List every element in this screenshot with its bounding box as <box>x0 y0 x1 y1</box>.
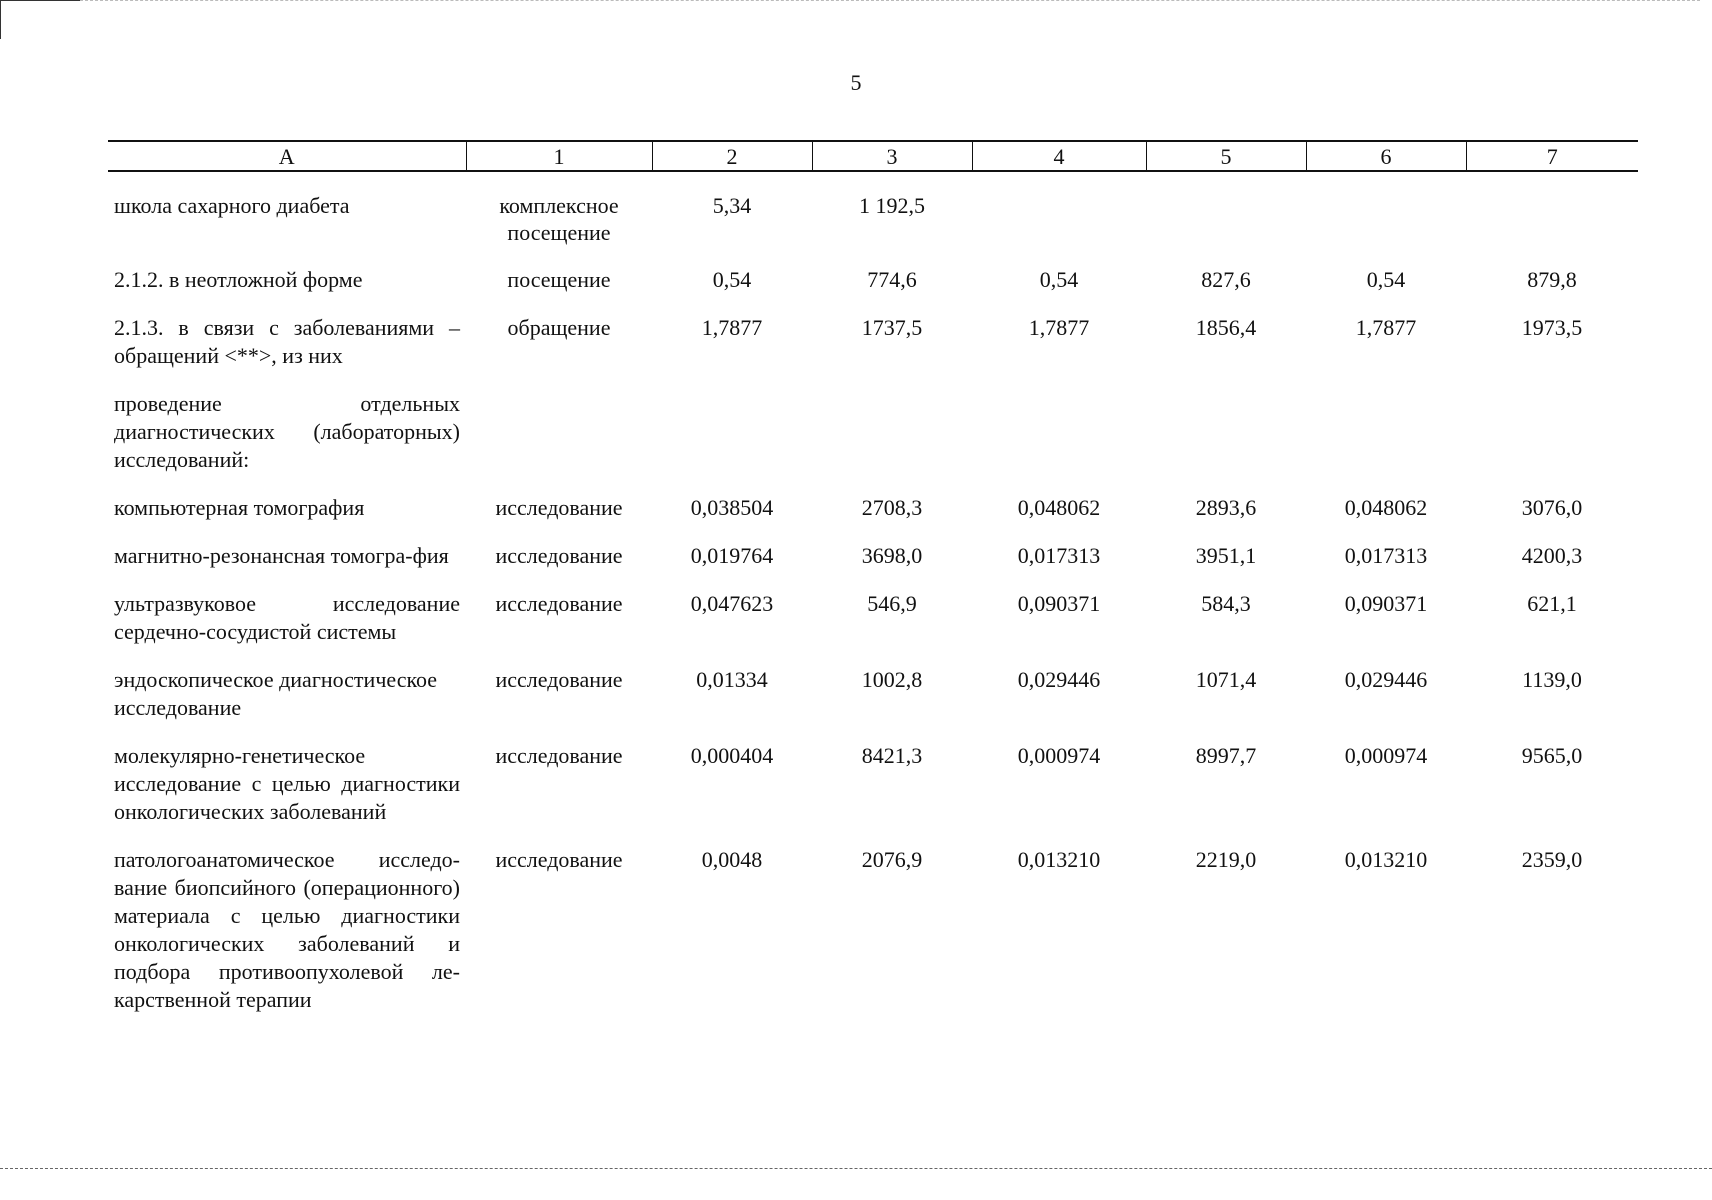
row-label: ультразвуковое исследование сердечно-сосудистой системы <box>114 591 460 644</box>
row-value-4: 0,54 <box>1039 267 1079 292</box>
row-value-5: 2219,0 <box>1195 847 1257 872</box>
row-value-6: 0,54 <box>1366 267 1406 292</box>
table-body <box>108 171 1638 1014</box>
row-value-6: 1,7877 <box>1355 315 1417 340</box>
row-value-3 <box>812 390 972 474</box>
row-value-5 <box>1146 390 1306 474</box>
row-value-4 <box>972 390 1146 474</box>
header-cell: А <box>108 141 466 171</box>
table-row <box>108 314 1638 370</box>
row-value-7 <box>1466 390 1638 474</box>
table-row <box>108 494 1638 522</box>
row-label: молекулярно-генетическое исследование с целью диагностики онкологических заболеваний <box>114 743 460 824</box>
scan-border-bottom <box>0 1168 1712 1171</box>
row-value-2: 0,038504 <box>690 495 774 520</box>
row-value-3: 546,9 <box>867 591 917 616</box>
row-unit: исследование <box>495 591 623 616</box>
header-cell: 7 <box>1466 141 1638 171</box>
row-label: магнитно-резонансная томогра-фия <box>114 543 449 568</box>
row-value-4: 0,029446 <box>1017 667 1101 692</box>
row-unit: исследование <box>495 743 623 768</box>
row-label: компьютерная томография <box>114 495 365 520</box>
row-value-7: 621,1 <box>1527 591 1577 616</box>
row-value-6: 0,090371 <box>1344 591 1428 616</box>
row-unit: исследование <box>495 543 623 568</box>
row-value-2: 0,0048 <box>701 847 763 872</box>
table-row <box>108 542 1638 570</box>
row-unit: обращение <box>507 315 611 340</box>
row-value-3: 2708,3 <box>861 495 923 520</box>
row-value-2: 0,54 <box>712 267 752 292</box>
header-cell: 4 <box>972 141 1146 171</box>
row-unit <box>466 390 652 474</box>
row-value-5: 1856,4 <box>1195 315 1257 340</box>
row-value-2 <box>652 390 812 474</box>
row-value-2: 0,047623 <box>690 591 774 616</box>
row-value-5 <box>1146 192 1306 246</box>
table-row <box>108 192 1638 246</box>
row-label: проведение отдельных диагностических (лабораторных) исследований: <box>114 391 460 472</box>
row-value-6 <box>1306 192 1466 246</box>
row-value-3: 1002,8 <box>861 667 923 692</box>
row-value-4: 0,000974 <box>1017 743 1101 768</box>
row-value-7: 2359,0 <box>1521 847 1583 872</box>
row-value-3: 1737,5 <box>861 315 923 340</box>
row-value-7: 3076,0 <box>1521 495 1583 520</box>
row-value-6: 0,029446 <box>1344 667 1428 692</box>
row-value-2: 0,019764 <box>690 543 774 568</box>
row-value-5: 827,6 <box>1201 267 1251 292</box>
row-value-6: 0,017313 <box>1344 543 1428 568</box>
row-value-4: 0,090371 <box>1017 591 1101 616</box>
row-value-7: 1973,5 <box>1521 315 1583 340</box>
row-value-6: 0,048062 <box>1344 495 1428 520</box>
table-row <box>108 666 1638 722</box>
header-row <box>108 141 1638 171</box>
row-value-4: 0,013210 <box>1017 847 1101 872</box>
row-value-7: 9565,0 <box>1521 743 1583 768</box>
row-value-6: 0,000974 <box>1344 743 1428 768</box>
row-value-3: 774,6 <box>867 267 917 292</box>
row-label: патологоанатомическое исследо-вание биопсийного (операционного) материала с целью диагностики онкологических заболеваний и подбора противоопухолевой ле-карственной терапии <box>114 847 460 1012</box>
row-label: школа сахарного диабета <box>114 193 350 218</box>
row-label: 2.1.2. в неотложной форме <box>114 267 363 292</box>
row-value-2: 5,34 <box>712 193 752 218</box>
row-label: 2.1.3. в связи с заболеваниями – обращений <**>, из них <box>114 315 460 368</box>
table-row <box>108 742 1638 826</box>
header-cell: 3 <box>812 141 972 171</box>
data-table <box>108 140 1638 1014</box>
row-value-6 <box>1306 390 1466 474</box>
table-header <box>108 141 1638 171</box>
row-value-3: 1 192,5 <box>859 193 925 218</box>
scan-border-top <box>80 0 1700 3</box>
row-value-2: 0,000404 <box>690 743 774 768</box>
header-cell: 6 <box>1306 141 1466 171</box>
row-unit: посещение <box>507 267 611 292</box>
row-value-4: 0,017313 <box>1017 543 1101 568</box>
table-row <box>108 266 1638 294</box>
header-cell: 5 <box>1146 141 1306 171</box>
row-unit: исследование <box>495 495 623 520</box>
page-number: 5 <box>850 70 862 95</box>
table-row <box>108 390 1638 474</box>
row-value-4: 0,048062 <box>1017 495 1101 520</box>
row-value-3: 2076,9 <box>861 847 923 872</box>
row-unit: исследование <box>495 847 623 872</box>
row-value-7: 879,8 <box>1527 267 1577 292</box>
row-value-5: 2893,6 <box>1195 495 1257 520</box>
row-value-4: 1,7877 <box>1028 315 1090 340</box>
row-value-5: 584,3 <box>1201 591 1251 616</box>
row-value-5: 1071,4 <box>1195 667 1257 692</box>
row-unit: исследование <box>495 667 623 692</box>
row-value-6: 0,013210 <box>1344 847 1428 872</box>
table-row <box>108 590 1638 646</box>
header-cell: 2 <box>652 141 812 171</box>
row-value-3: 8421,3 <box>861 743 923 768</box>
row-value-4 <box>972 192 1146 246</box>
scan-border-corner <box>0 0 81 39</box>
row-value-7 <box>1466 192 1638 246</box>
row-value-5: 3951,1 <box>1195 543 1257 568</box>
row-value-2: 1,7877 <box>701 315 763 340</box>
row-value-5: 8997,7 <box>1195 743 1257 768</box>
table-row <box>108 846 1638 1014</box>
header-cell: 1 <box>466 141 652 171</box>
row-value-3: 3698,0 <box>861 543 923 568</box>
row-label: эндоскопическое диагностическое исследование <box>114 667 438 720</box>
row-value-7: 4200,3 <box>1521 543 1583 568</box>
row-unit: комплексное посещение <box>499 193 619 245</box>
row-value-2: 0,01334 <box>696 667 768 692</box>
row-value-7: 1139,0 <box>1522 667 1582 692</box>
